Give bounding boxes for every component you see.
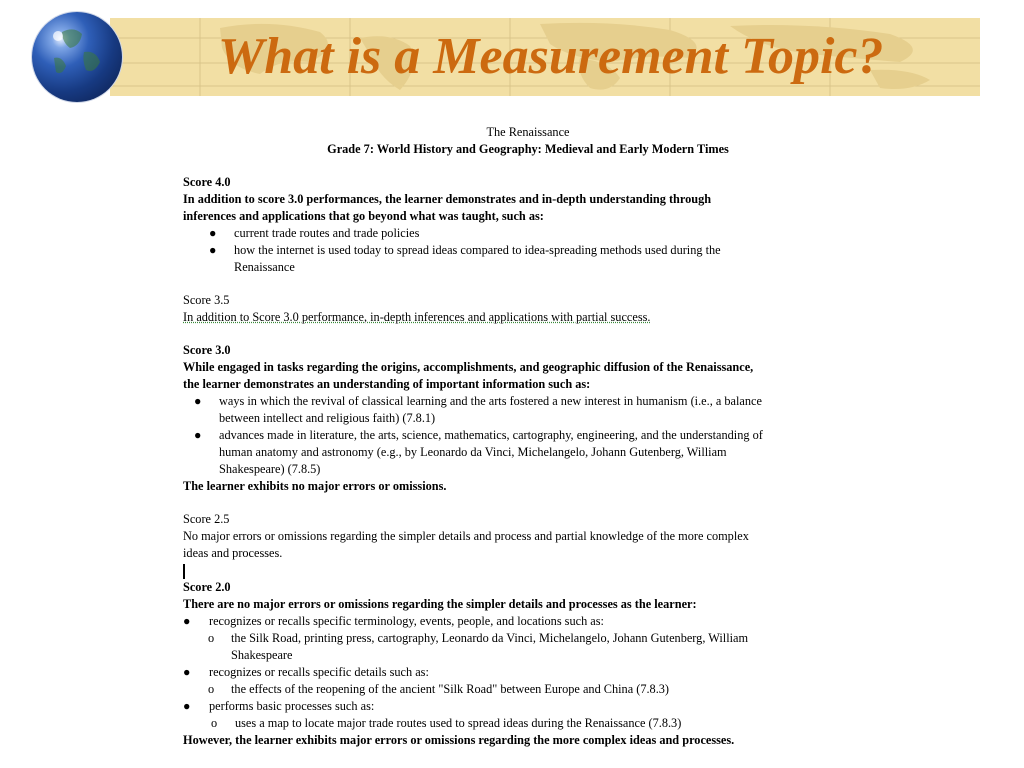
score-2-label: Score 2.0 bbox=[183, 580, 231, 594]
score-25-text-line2: ideas and processes. bbox=[183, 546, 283, 560]
score-25-label: Score 2.5 bbox=[183, 512, 230, 526]
bullet-marker: ● bbox=[183, 665, 191, 679]
bullet-marker: ● bbox=[209, 226, 217, 240]
score-3-bullet-1-line2: between intellect and religious faith) (7.8.1) bbox=[219, 411, 436, 425]
bullet-marker: ● bbox=[194, 394, 202, 408]
score-2-intro: There are no major errors or omissions regarding the simpler details and processes as the learner: bbox=[183, 597, 697, 611]
doc-subheading: Grade 7: World History and Geography: Medieval and Early Modern Times bbox=[327, 142, 729, 156]
score-3-bullet-1-line1: ways in which the revival of classical learning and the arts fostered a new interest in humanism (i.e., a balance bbox=[219, 394, 762, 408]
score-3-bullet-2-line2: human anatomy and astronomy (e.g., by Leonardo da Vinci, Michelangelo, Johann Gutenberg, William bbox=[219, 445, 727, 459]
score-3-intro-line1: While engaged in tasks regarding the origins, accomplishments, and geographic diffusion of the Renaissance, bbox=[183, 360, 754, 374]
score-35-text: In addition to Score 3.0 performance, in-depth inferences and applications with partial success. bbox=[183, 310, 651, 324]
score-2-bullet-1: recognizes or recalls specific terminology, events, people, and locations such as: bbox=[209, 614, 604, 628]
score-3-closing: The learner exhibits no major errors or omissions. bbox=[183, 479, 447, 493]
bullet-marker: ● bbox=[183, 699, 191, 713]
score-2-bullet-3-sub: uses a map to locate major trade routes used to spread ideas during the Renaissance (7.8.3) bbox=[235, 716, 682, 730]
sub-bullet-marker: o bbox=[208, 631, 215, 645]
text-cursor[interactable] bbox=[183, 564, 185, 579]
score-4-bullet-1: current trade routes and trade policies bbox=[234, 226, 420, 240]
globe-icon bbox=[32, 12, 122, 102]
score-3-intro-line2: the learner demonstrates an understanding of important information such as: bbox=[183, 377, 591, 391]
score-25-text-line1: No major errors or omissions regarding the simpler details and process and partial knowledge of the more complex bbox=[183, 529, 749, 543]
score-2-bullet-3: performs basic processes such as: bbox=[209, 699, 375, 713]
slide-title: What is a Measurement Topic? bbox=[218, 28, 884, 85]
score-3-bullet-2-line3: Shakespeare) (7.8.5) bbox=[219, 462, 321, 476]
score-4-bullet-2-line2: Renaissance bbox=[234, 260, 295, 274]
score-3-label: Score 3.0 bbox=[183, 343, 231, 357]
score-2-bullet-2: recognizes or recalls specific details such as: bbox=[209, 665, 429, 679]
sub-bullet-marker: o bbox=[211, 716, 218, 730]
bullet-marker: ● bbox=[183, 614, 191, 628]
score-4-label: Score 4.0 bbox=[183, 175, 231, 189]
rubric-document bbox=[183, 124, 873, 749]
doc-heading: The Renaissance bbox=[486, 125, 570, 139]
score-35-label: Score 3.5 bbox=[183, 293, 230, 307]
score-2-bullet-1-sub-line1: the Silk Road, printing press, cartography, Leonardo da Vinci, Michelangelo, Johann Gutenberg, William bbox=[231, 631, 749, 645]
bullet-marker: ● bbox=[209, 243, 217, 257]
sub-bullet-marker: o bbox=[208, 682, 215, 696]
score-4-intro-line2: inferences and applications that go beyond what was taught, such as: bbox=[183, 209, 544, 223]
score-2-closing: However, the learner exhibits major errors or omissions regarding the more complex ideas and processes. bbox=[183, 733, 735, 747]
score-2-bullet-2-sub: the effects of the reopening of the ancient "Silk Road" between Europe and China (7.8.3) bbox=[231, 682, 670, 696]
score-3-bullet-2-line1: advances made in literature, the arts, science, mathematics, cartography, engineering, and the understanding of bbox=[219, 428, 763, 442]
score-4-bullet-2-line1: how the internet is used today to spread ideas compared to idea-spreading methods used during the bbox=[234, 243, 721, 257]
score-2-bullet-1-sub-line2: Shakespeare bbox=[231, 648, 293, 662]
bullet-marker: ● bbox=[194, 428, 202, 442]
score-4-intro-line1: In addition to score 3.0 performances, the learner demonstrates and in-depth understanding through bbox=[183, 192, 712, 206]
